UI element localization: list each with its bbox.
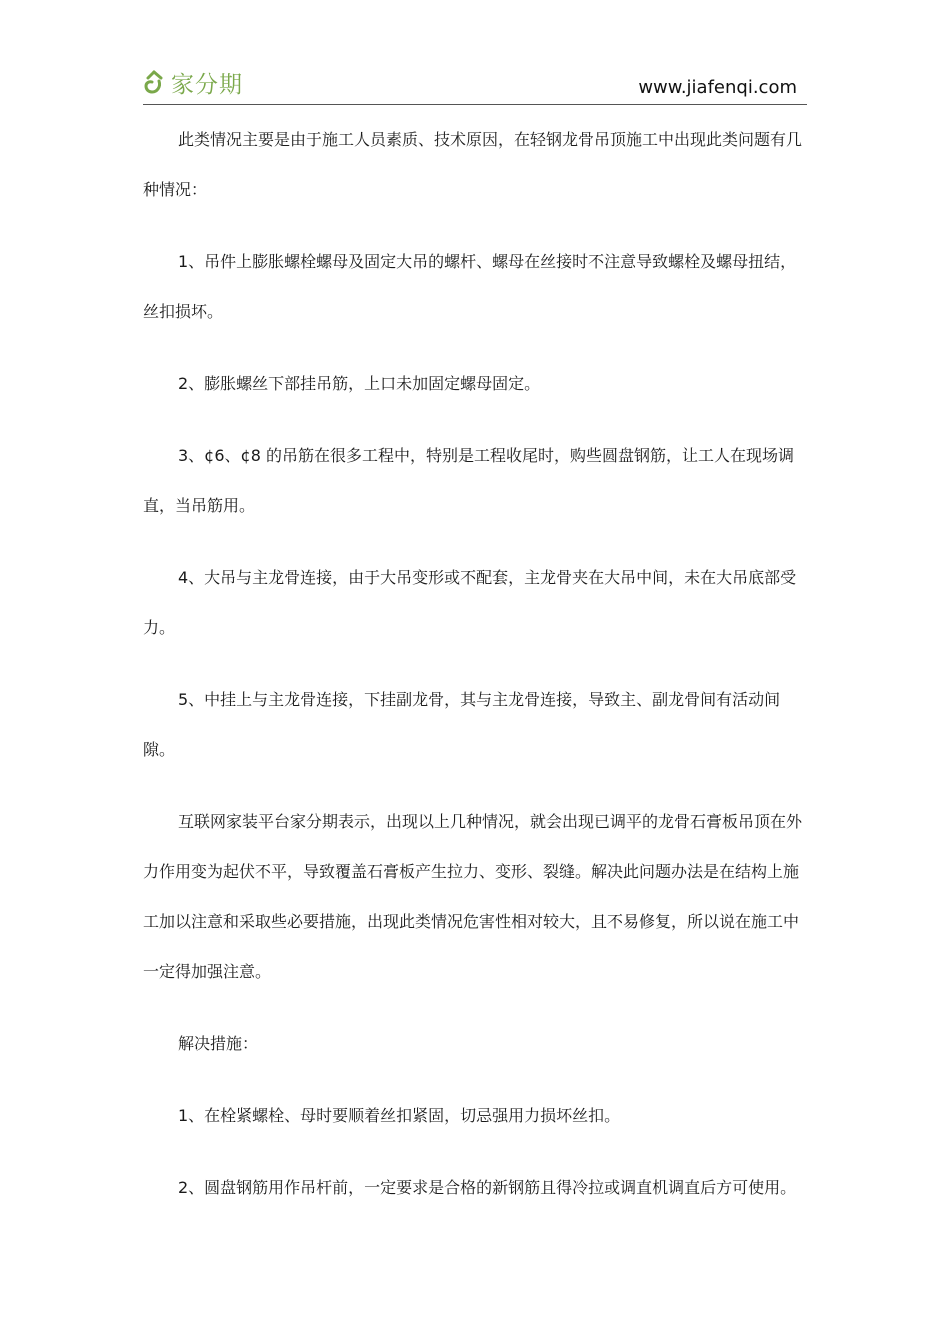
paragraph: 2、圆盘钢筋用作吊杆前，一定要求是合格的新钢筋且得冷拉或调直机调直后方可使用。: [178, 1178, 797, 1197]
logo: [143, 66, 243, 98]
house-logo-icon: [143, 69, 165, 95]
paragraph: 4、大吊与主龙骨连接，由于大吊变形或不配套，主龙骨夹在大吊中间，未在大吊底部受力。: [143, 568, 797, 637]
section-heading: 解决措施：: [178, 1034, 259, 1053]
paragraph: 5、中挂上与主龙骨连接，下挂副龙骨，其与主龙骨连接，导致主、副龙骨间有活动间隙。: [143, 690, 781, 759]
site-url[interactable]: www.jiafenqi.com: [638, 77, 797, 98]
logo-text: 家分期: [171, 71, 243, 98]
paragraph: 1、吊件上膨胀螺栓螺母及固定大吊的螺杆、螺母在丝接时不注意导致螺栓及螺母扭结，丝扣损坏。: [143, 252, 797, 321]
page-header: [143, 64, 807, 105]
paragraph: 1、在栓紧螺栓、母时要顺着丝扣紧固，切忌强用力损坏丝扣。: [178, 1106, 621, 1125]
document-body: [143, 115, 809, 1235]
paragraph: 此类情况主要是由于施工人员素质、技术原因，在轻钢龙骨吊顶施工中出现此类问题有几种情况：: [143, 130, 803, 199]
paragraph: 3、¢6、¢8 的吊筋在很多工程中，特别是工程收尾时，购些圆盘钢筋，让工人在现场调直，当吊筋用。: [143, 446, 794, 515]
paragraph: 互联网家装平台家分期表示，出现以上几种情况，就会出现已调平的龙骨石膏板吊顶在外力作用变为起伏不平，导致覆盖石膏板产生拉力、变形、裂缝。解决此问题办法是在结构上施工加以注意和采取些必要措施，出现此类情况危害性相对较大，且不易修复，所以说在施工中一定得加强注意。: [143, 812, 803, 981]
paragraph: 2、膨胀螺丝下部挂吊筋，上口未加固定螺母固定。: [178, 374, 541, 393]
